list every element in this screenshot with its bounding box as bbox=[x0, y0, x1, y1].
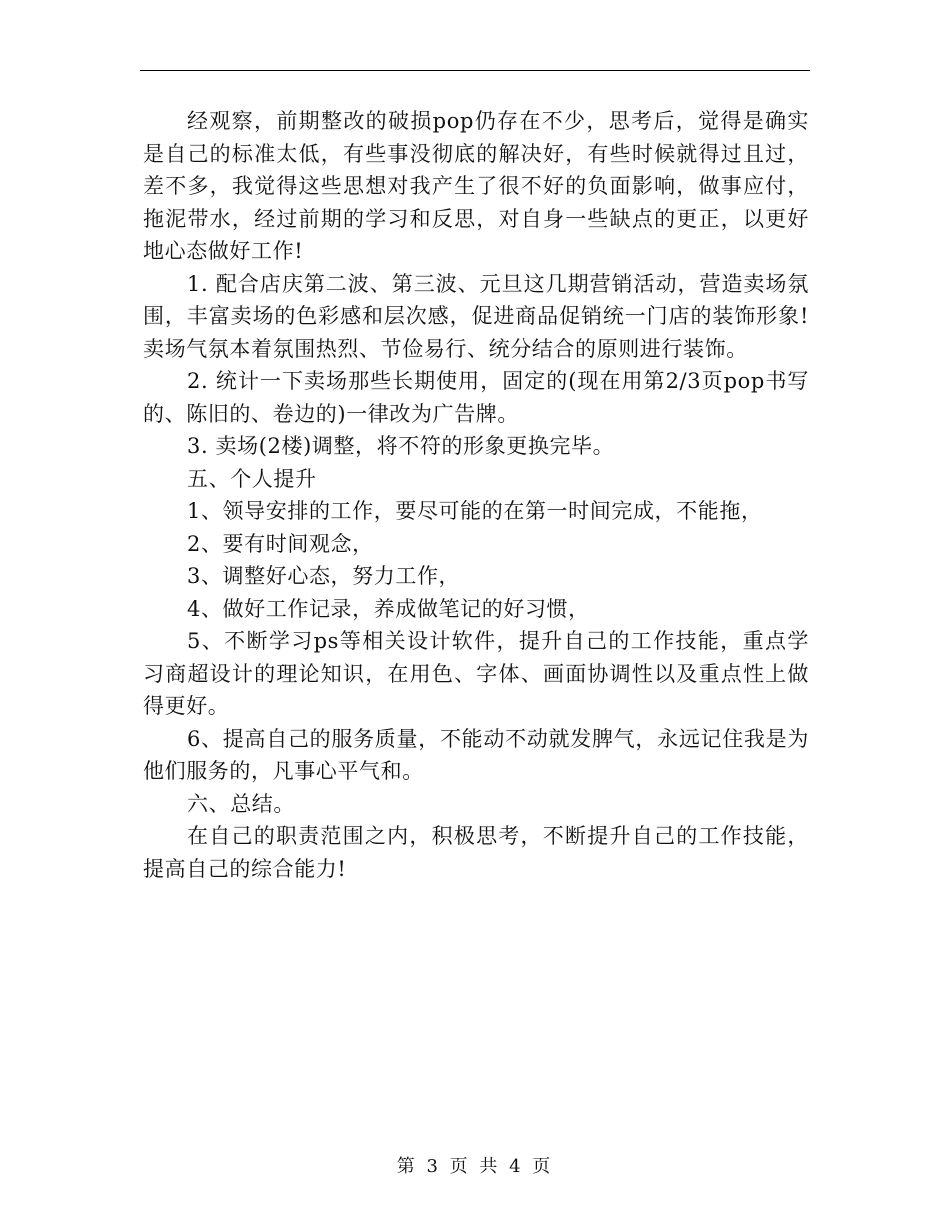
list-item-1: 1、领导安排的工作，要尽可能的在第一时间完成，不能拖， bbox=[187, 499, 763, 523]
paragraph-item-1: 1. 配合店庆第二波、第三波、元旦这几期营销活动，营造卖场氛围，丰富卖场的色彩感和层次感，促进商品促销统一门店的装饰形象!卖场气氛本着氛围热烈、节俭易行、统分结合的原则进行装饰。 bbox=[143, 271, 809, 361]
paragraph-summary: 在自己的职责范围之内，积极思考，不断提升自己的工作技能，提高自己的综合能力! bbox=[143, 824, 809, 881]
list-item-6: 6、提高自己的服务质量，不能动不动就发脾气，永远记住我是为他们服务的，凡事心平气和。 bbox=[143, 726, 809, 783]
document-body bbox=[143, 105, 809, 885]
paragraph-item-3: 3. 卖场(2楼)调整，将不符的形象更换完毕。 bbox=[187, 434, 615, 458]
section-heading-summary: 六、总结。 bbox=[187, 791, 295, 816]
paragraph-observation: 经观察，前期整改的破损pop仍存在不少，思考后，觉得是确实是自己的标准太低，有些事没彻底的解决好，有些时候就得过且过，差不多，我觉得这些思想对我产生了很不好的负面影响，做事应付，拖泥带水，经过前期的学习和反思，对自身一些缺点的更正，以更好地心态做好工作! bbox=[143, 109, 809, 263]
list-item-4: 4、做好工作记录，养成做笔记的好习惯， bbox=[187, 596, 590, 621]
list-item-2: 2、要有时间观念， bbox=[187, 531, 374, 556]
list-item-5: 5、不断学习ps等相关设计软件，提升自己的工作技能，重点学习商超设计的理论知识，在用色、字体、画面协调性以及重点性上做得更好。 bbox=[143, 629, 809, 718]
paragraph-item-2: 2. 统计一下卖场那些长期使用，固定的(现在用第2/3页pop书写的、陈旧的、卷边的)一律改为广告牌。 bbox=[143, 369, 809, 426]
page-number-footer: 第 3 页 共 4 页 bbox=[396, 1156, 554, 1177]
header-rule bbox=[140, 70, 810, 71]
section-heading-personal-improvement: 五、个人提升 bbox=[187, 466, 317, 491]
list-item-3: 3、调整好心态，努力工作， bbox=[187, 564, 461, 588]
